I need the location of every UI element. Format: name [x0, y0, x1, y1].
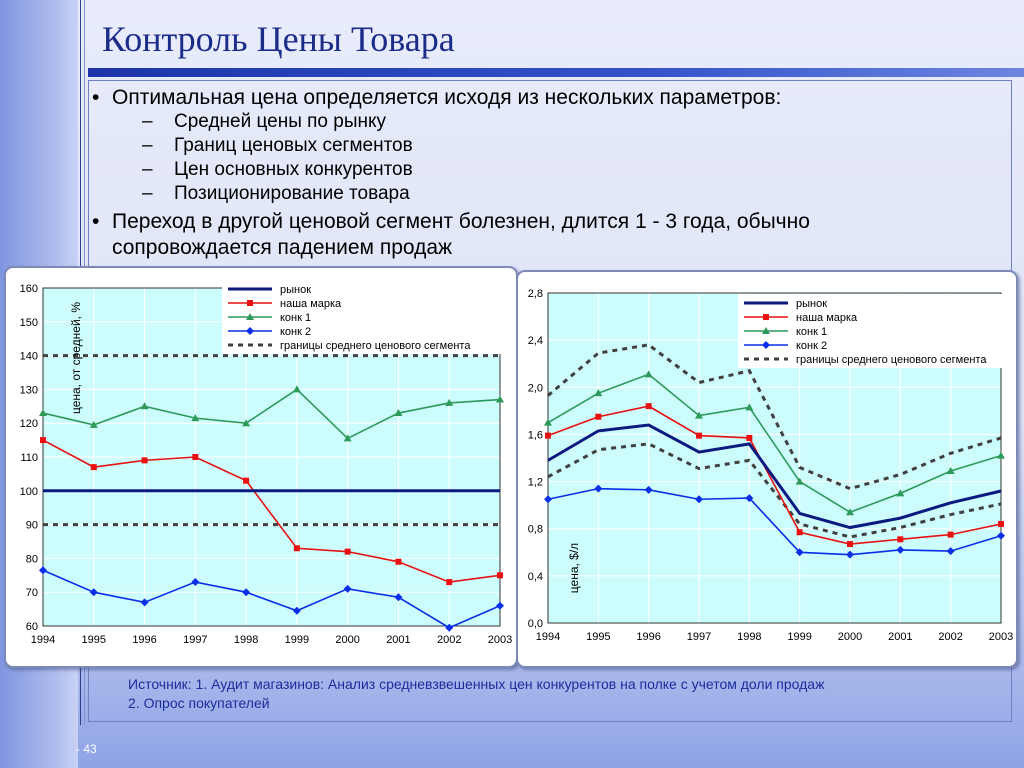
legend-label-bounds: границы среднего ценового сегмента [796, 354, 987, 366]
dash-marker-3: – [142, 159, 153, 180]
x-tick-label: 1996 [132, 634, 157, 646]
y-tick-label: 1,2 [527, 476, 543, 489]
y-tick-label: 60 [25, 621, 38, 633]
legend-marker-our_brand [247, 300, 253, 306]
point-our_brand [595, 414, 601, 420]
x-tick-label: 1998 [737, 631, 762, 643]
y-tick-label: 90 [25, 519, 38, 532]
y-tick-label: 100 [19, 485, 38, 498]
y-tick-label: 2,0 [527, 382, 543, 395]
point-our_brand [797, 529, 803, 535]
legend-label-our_brand: наша марка [796, 312, 858, 324]
x-tick-label: 2001 [386, 634, 411, 646]
title-underline [88, 68, 1024, 77]
point-our_brand [497, 572, 503, 578]
y-tick-label: 150 [19, 316, 38, 329]
y-axis-label: цена, $/л [567, 542, 581, 594]
point-our_brand [746, 435, 752, 441]
x-tick-label: 1999 [284, 634, 310, 646]
y-tick-label: 70 [25, 587, 38, 600]
bullet-2-line-1: Переход в другой ценовой сегмент болезнен, длится 1 - 3 года, обычно [112, 210, 810, 233]
bullet-1: Оптимальная цена определяется исходя из нескольких параметров: [112, 86, 782, 109]
point-our_brand [545, 433, 551, 439]
point-our_brand [847, 541, 853, 547]
y-tick-label: 0,8 [527, 523, 543, 536]
chart-panel-absolute-price [516, 270, 1018, 668]
legend-label-bounds: границы среднего ценового сегмента [280, 340, 471, 352]
chart-relative-price [6, 268, 516, 666]
point-our_brand [395, 559, 401, 565]
y-tick-label: 2,4 [527, 335, 543, 348]
x-tick-label: 2003 [487, 634, 513, 646]
x-tick-label: 1997 [686, 631, 712, 643]
y-tick-label: 140 [19, 350, 38, 363]
legend-label-comp1: конк 1 [796, 326, 828, 338]
y-tick-label: 0,0 [527, 618, 543, 630]
y-tick-label: 130 [19, 384, 38, 397]
source-note [128, 675, 824, 713]
y-tick-label: 1,6 [527, 429, 543, 442]
point-our_brand [345, 549, 351, 555]
subbullet-4: Позиционирование товара [174, 183, 410, 204]
x-tick-label: 1995 [586, 631, 611, 643]
page-number: - 43 [76, 742, 97, 756]
legend-label-market: рынок [796, 298, 828, 310]
point-our_brand [142, 457, 148, 463]
point-our_brand [40, 437, 46, 443]
point-our_brand [998, 521, 1004, 527]
x-tick-label: 1995 [81, 634, 107, 646]
x-tick-label: 2003 [988, 631, 1014, 643]
x-tick-label: 2001 [888, 631, 913, 643]
slide-title: Контроль Цены Товара [102, 19, 455, 59]
source-line-2: 2. Опрос покупателей [128, 695, 270, 711]
x-tick-label: 1994 [535, 631, 561, 643]
x-tick-label: 2000 [335, 634, 360, 646]
x-tick-label: 1996 [636, 631, 661, 643]
x-tick-label: 1994 [30, 634, 56, 646]
x-tick-label: 2002 [938, 631, 963, 643]
legend-label-market: рынок [280, 284, 312, 296]
y-tick-label: 80 [25, 553, 38, 566]
point-our_brand [243, 478, 249, 484]
legend-label-comp1: конк 1 [280, 312, 312, 324]
chart-panel-relative-price [4, 266, 518, 668]
x-tick-label: 1997 [183, 634, 208, 646]
x-tick-label: 1998 [233, 634, 259, 646]
y-tick-label: 110 [20, 452, 38, 464]
legend-label-our_brand: наша марка [280, 298, 342, 310]
dash-marker-4: – [142, 183, 153, 204]
y-tick-label: 120 [19, 418, 38, 431]
point-our_brand [696, 433, 702, 439]
legend-marker-our_brand [763, 314, 769, 320]
x-tick-label: 2002 [436, 634, 462, 646]
y-axis-label: цена, от средней, % [69, 301, 83, 415]
subbullet-1: Средней цены по рынку [174, 111, 387, 132]
legend-label-comp2: конк 2 [796, 340, 828, 352]
point-our_brand [192, 454, 198, 460]
source-line-1: Источник: 1. Аудит магазинов: Анализ средневзвешенных цен конкурентов на полке с учетом доли продаж [128, 676, 825, 692]
y-tick-label: 0,4 [527, 570, 543, 583]
dash-marker-1: – [142, 111, 153, 132]
subbullet-2: Границ ценовых сегментов [174, 135, 413, 156]
point-our_brand [897, 536, 903, 542]
point-our_brand [294, 545, 300, 551]
legend-label-comp2: конк 2 [280, 326, 312, 338]
chart-absolute-price [518, 272, 1016, 666]
bullet-2-line-2: сопровождается падением продаж [112, 236, 453, 259]
x-tick-label: 2000 [837, 631, 863, 643]
y-tick-label: 2,8 [527, 288, 543, 300]
y-tick-label: 160 [19, 283, 38, 295]
bullet-marker-1: • [92, 86, 100, 109]
point-our_brand [91, 464, 97, 470]
bullet-marker-2: • [92, 210, 100, 233]
point-our_brand [948, 532, 954, 538]
dash-marker-2: – [142, 135, 153, 156]
x-tick-label: 1999 [787, 631, 812, 643]
point-our_brand [446, 579, 452, 585]
point-our_brand [646, 403, 652, 409]
subbullet-3: Цен основных конкурентов [174, 159, 413, 180]
